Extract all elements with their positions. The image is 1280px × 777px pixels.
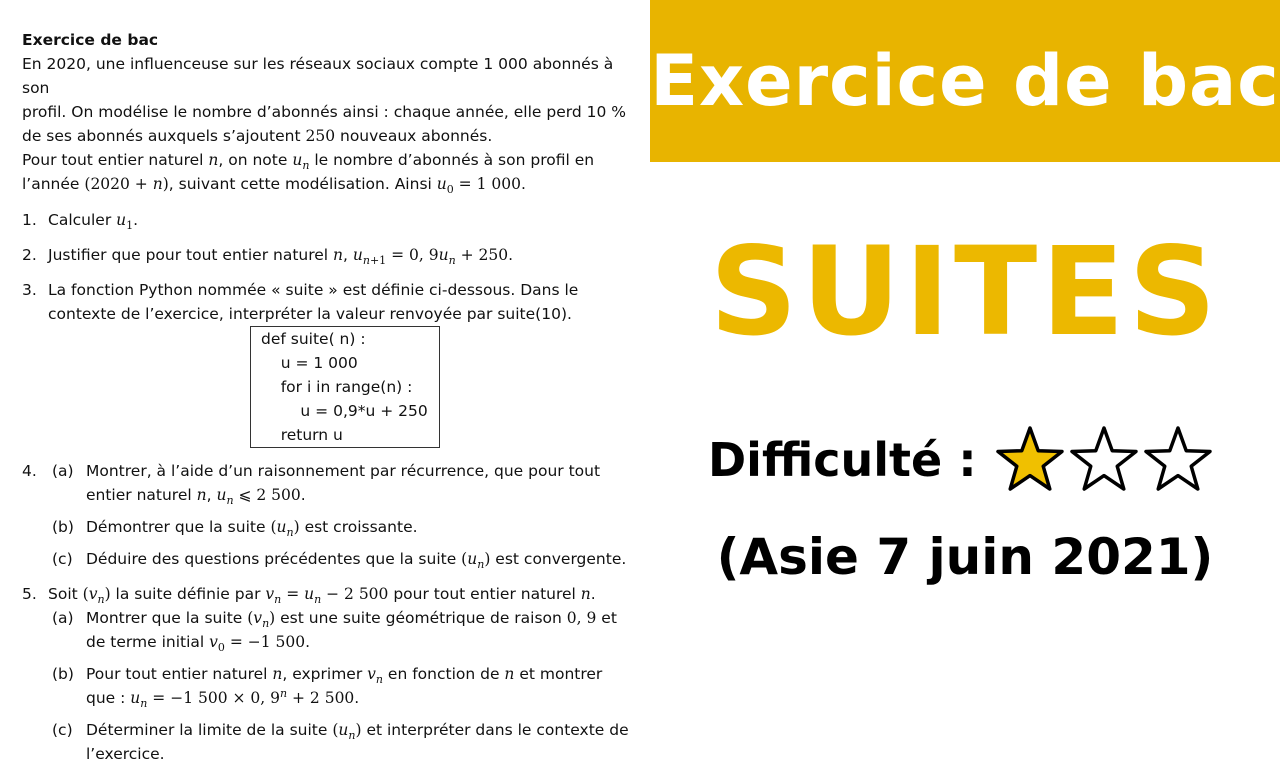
text-run: , (343, 246, 353, 264)
sub-question (48, 606, 642, 654)
text-run: , exprimer (282, 665, 368, 683)
difficulty-row (708, 420, 1213, 500)
math-subscript: 0 (446, 183, 454, 197)
math-subscript: n (362, 254, 370, 268)
math-expr: = 1 000 (453, 175, 521, 193)
math-subscript: n (226, 494, 234, 508)
text-line (86, 547, 642, 571)
math-var: n (580, 585, 591, 603)
sub-question (48, 718, 642, 766)
sub-question-label: (b) (52, 518, 74, 536)
math-var: u (130, 689, 141, 707)
text-line (86, 718, 642, 742)
code-line: def suite( n) : (261, 330, 366, 348)
text-line (48, 582, 642, 606)
math-expr: = −1 500 (224, 633, 306, 651)
math-expr: 250 (305, 127, 336, 145)
question-number: 5. (22, 585, 37, 603)
text-run: Pour tout entier naturel (86, 665, 273, 683)
text-run: de ses abonnés auxquels s’ajoutent (22, 127, 306, 145)
math-expr: ) (293, 518, 300, 536)
text-run: Montrer que la suite (86, 609, 248, 627)
text-run: est croissante. (299, 518, 418, 536)
question-item (22, 582, 642, 766)
banner-title: Exercice de bac (650, 40, 1280, 122)
text-line (86, 483, 642, 507)
text-run: contexte de l’exercice, interpréter la valeur renvoyée par suite(10). (48, 305, 572, 323)
filled-star-icon (995, 425, 1065, 495)
math-var: u (216, 486, 227, 504)
python-code-box (250, 326, 440, 448)
difficulty-label: Difficulté : (708, 433, 977, 487)
math-subscript: n (314, 593, 322, 607)
question-number: 4. (22, 462, 37, 480)
math-expr: ⩽ 2 500 (233, 486, 301, 504)
sub-question-label: (a) (52, 609, 74, 627)
question-number: 3. (22, 281, 37, 299)
text-run: entier naturel (86, 486, 197, 504)
math-subscript: n (302, 159, 310, 173)
text-line (86, 515, 642, 539)
text-run: l’exercice. (86, 745, 165, 763)
math-var: v (209, 633, 218, 651)
math-subscript: 1 (126, 219, 134, 233)
text-run: et montrer (514, 665, 603, 683)
text-run: Déduire des questions précédentes que la suite (86, 550, 462, 568)
math-expr: − 2 500 (321, 585, 389, 603)
question-item (22, 208, 642, 232)
star-shape (1072, 428, 1136, 489)
text-run: nouveaux abonnés. (335, 127, 493, 145)
math-var: u (438, 246, 449, 264)
topic-title: SUITES (709, 221, 1221, 363)
sub-question (48, 547, 642, 571)
sub-question-label: (c) (52, 550, 73, 568)
text-line (48, 243, 642, 267)
question-list (22, 208, 642, 766)
math-expr: ) (269, 609, 276, 627)
text-run: de terme initial (86, 633, 210, 651)
code-line: u = 0,9*u + 250 (261, 402, 428, 420)
math-subscript: n (348, 729, 356, 743)
text-run: que : (86, 689, 131, 707)
math-var: v (253, 609, 263, 627)
math-exponent: n (279, 686, 288, 700)
math-expr: ) (162, 175, 169, 193)
text-line (22, 148, 642, 172)
text-run: est une suite géométrique de raison (275, 609, 567, 627)
thumbnail-panel (650, 0, 1280, 720)
math-expr: + 250 (455, 246, 509, 264)
math-expr: ( (247, 609, 254, 627)
math-expr: = −1 500 × 0, 9 (147, 689, 280, 707)
text-line (48, 208, 642, 232)
math-var: u (292, 151, 303, 169)
text-run: Justifier que pour tout entier naturel (48, 246, 334, 264)
question-item (22, 459, 642, 571)
sub-question-label: (c) (52, 721, 73, 739)
sub-question (48, 459, 642, 507)
math-subscript: n (477, 558, 485, 572)
text-run: l’année (22, 175, 85, 193)
text-run: . (300, 486, 306, 504)
math-var: u (304, 585, 315, 603)
math-var: u (116, 211, 127, 229)
sub-question-label: (b) (52, 665, 74, 683)
math-subscript: n (286, 526, 294, 540)
exercise-panel (22, 28, 642, 777)
sub-question (48, 515, 642, 539)
text-run: et interpréter dans le contexte de (361, 721, 629, 739)
sub-question (48, 662, 642, 710)
math-var: v (88, 585, 98, 603)
math-var: n (208, 151, 219, 169)
math-expr: ( (270, 518, 277, 536)
text-run: . (508, 246, 514, 264)
title-banner (650, 0, 1280, 162)
text-line (86, 630, 642, 654)
math-expr: = 0, 9 (386, 246, 439, 264)
math-var: u (338, 721, 349, 739)
text-run: . (305, 633, 311, 651)
math-var: n (196, 486, 207, 504)
math-var: n (504, 665, 515, 683)
question-item (22, 243, 642, 267)
empty-star-icon (1143, 425, 1213, 495)
math-expr: = (281, 585, 305, 603)
math-expr: ) (484, 550, 491, 568)
text-run: . (520, 175, 526, 193)
text-run: Démontrer que la suite (86, 518, 271, 536)
math-var: u (436, 175, 447, 193)
math-expr: ) (104, 585, 111, 603)
text-run: profil. On modélise le nombre d’abonnés ainsi : chaque année, elle perd 10 % (22, 103, 626, 121)
math-subscript: n (274, 593, 282, 607)
exercise-intro (22, 52, 642, 196)
text-line (48, 302, 642, 326)
text-line (86, 459, 642, 483)
math-subscript: 0 (217, 641, 225, 655)
math-var: u (352, 246, 363, 264)
math-var: u (467, 550, 478, 568)
text-line (22, 52, 642, 100)
text-run: , suivant cette modélisation. Ainsi (168, 175, 437, 193)
math-expr: (2020 + (84, 175, 153, 193)
text-line (22, 124, 642, 148)
text-run: . (133, 211, 139, 229)
math-subscript: +1 (369, 254, 387, 268)
text-run: Montrer, à l’aide d’un raisonnement par récurrence, que pour tout (86, 462, 601, 480)
text-run: La fonction Python nommée « suite » est définie ci-dessous. Dans le (48, 281, 579, 299)
star-shape (998, 428, 1062, 489)
math-expr: ( (332, 721, 339, 739)
question-number: 2. (22, 246, 37, 264)
math-expr: ( (82, 585, 89, 603)
code-line: u = 1 000 (261, 354, 358, 372)
text-line (86, 742, 642, 766)
text-run: Pour tout entier naturel (22, 151, 209, 169)
text-run: . (354, 689, 360, 707)
math-var: n (333, 246, 344, 264)
math-var: n (152, 175, 163, 193)
code-line: return u (261, 426, 343, 444)
sub-question-label: (a) (52, 462, 74, 480)
math-expr: 0, 9 (566, 609, 597, 627)
text-run: est convergente. (490, 550, 627, 568)
text-run: . (590, 585, 596, 603)
text-run: et (596, 609, 617, 627)
text-run: En 2020, une influenceuse sur les réseaux sociaux compte 1 000 abonnés à son (22, 55, 614, 97)
math-var: n (272, 665, 283, 683)
question-number: 1. (22, 211, 37, 229)
empty-star-icon (1069, 425, 1139, 495)
difficulty-stars (995, 425, 1213, 495)
math-subscript: n (448, 254, 456, 268)
math-expr: ( (461, 550, 468, 568)
math-subscript: n (97, 593, 105, 607)
text-run: pour tout entier naturel (388, 585, 581, 603)
exercise-title: Exercice de bac (22, 31, 159, 49)
text-line (22, 172, 642, 196)
text-line (86, 606, 642, 630)
text-run: , on note (218, 151, 293, 169)
text-run: , (206, 486, 217, 504)
math-var: v (265, 585, 275, 603)
math-subscript: n (140, 697, 148, 711)
star-shape (1146, 428, 1210, 489)
exam-source: (Asie 7 juin 2021) (716, 528, 1214, 586)
math-subscript: n (375, 673, 383, 687)
text-run: Déterminer la limite de la suite (86, 721, 333, 739)
math-var: v (367, 665, 376, 683)
code-line: for i in range(n) : (261, 378, 413, 396)
text-line (86, 662, 642, 686)
text-run: le nombre d’abonnés à son profil en (309, 151, 595, 169)
question-item (22, 278, 642, 448)
text-run: en fonction de (383, 665, 505, 683)
math-subscript: n (262, 617, 270, 631)
text-line (86, 686, 642, 710)
text-run: Soit (48, 585, 83, 603)
math-var: u (276, 518, 287, 536)
text-run: la suite définie par (110, 585, 266, 603)
text-line (48, 278, 642, 302)
text-run: Calculer (48, 211, 117, 229)
math-expr: + 2 500 (287, 689, 355, 707)
text-line (22, 100, 642, 124)
math-expr: ) (355, 721, 362, 739)
